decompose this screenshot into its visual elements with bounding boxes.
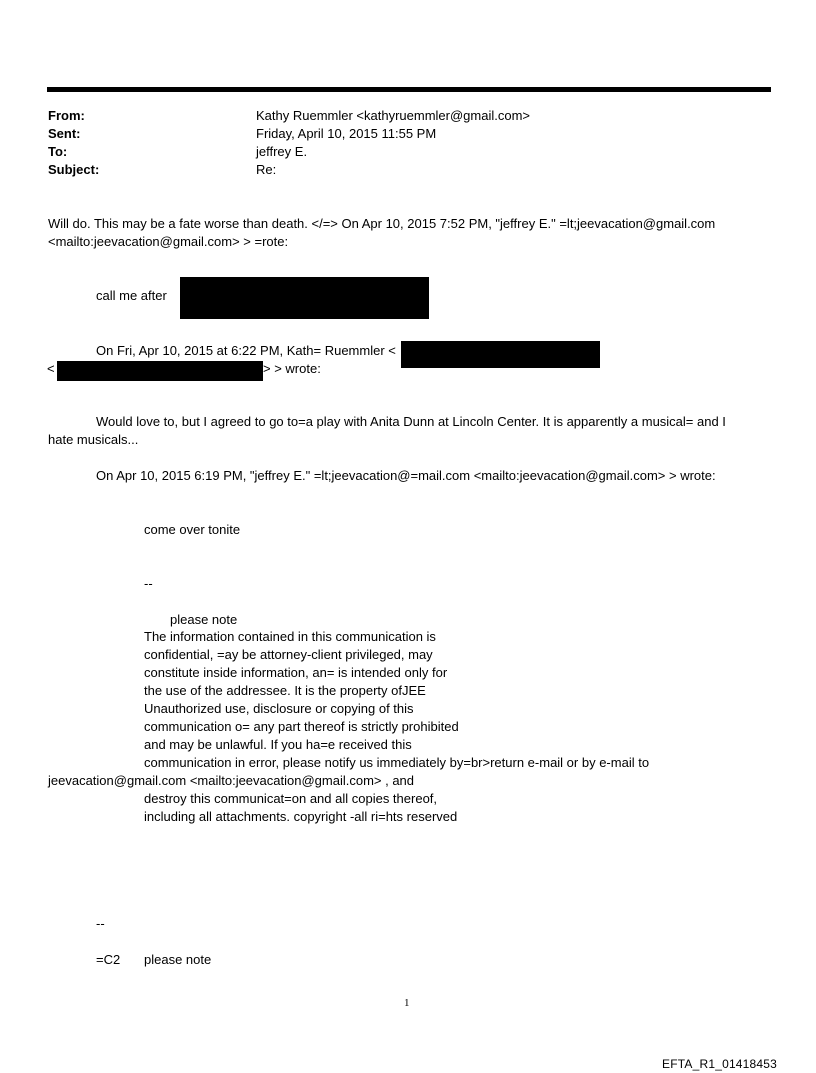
disclaimer-line: Unauthorized use, disclosure or copying of this [144, 701, 414, 716]
subject-label: Subject: [48, 162, 100, 177]
on-apr-619-line: On Apr 10, 2015 6:19 PM, "jeffrey E." =lt;jeevacation@=mail.com <mailto:jeevacation@gmail.com> > wrote: [96, 468, 716, 483]
body-line-2: <mailto:jeevacation@gmail.com> > =rote: [48, 234, 289, 249]
from-label: From: [48, 108, 85, 123]
please-note-2: please note [144, 952, 212, 967]
signature-dash-2: -- [96, 916, 105, 931]
sent-label: Sent: [48, 126, 81, 141]
redaction-box [57, 361, 263, 381]
to-label: To: [48, 144, 68, 159]
disclaimer-outdent-line: jeevacation@gmail.com <mailto:jeevacation@gmail.com> , and [48, 773, 415, 788]
sent-value: Friday, April 10, 2015 11:55 PM [256, 126, 437, 141]
body-line-1: Will do. This may be a fate worse than death. </=> On Apr 10, 2015 7:52 PM, "jeffrey E." =lt;jeevacation@gmail.com [48, 216, 716, 231]
disclaimer-line: destroy this communicat=on and all copies thereof, [144, 791, 438, 806]
come-over-text: come over tonite [144, 522, 241, 537]
lt-bracket: < [47, 361, 55, 376]
disclaimer-line: including all attachments. copyright -all ri=hts reserved [144, 809, 458, 824]
header-divider-rule [47, 87, 771, 92]
disclaimer-line: constitute inside information, an= is intended only for [144, 665, 448, 680]
would-love-line-1: Would love to, but I agreed to go to=a play with Anita Dunn at Lincoln Center. It is apparently a musical= and I [96, 414, 726, 429]
call-me-text: call me after [96, 288, 167, 303]
signature-dash: -- [144, 576, 153, 591]
please-note: please note [170, 612, 238, 627]
disclaimer-line: The information contained in this communication is [144, 629, 436, 644]
redaction-box [180, 277, 429, 319]
page-number: 1 [404, 997, 410, 1009]
subject-value: Re: [256, 162, 277, 177]
disclaimer-line: communication o= any part thereof is strictly prohibited [144, 719, 459, 734]
disclaimer-line: communication in error, please notify us immediately by=br>return e-mail or by e-mail to [144, 755, 650, 770]
would-love-line-2: hate musicals... [48, 432, 139, 447]
redaction-box [401, 341, 600, 368]
on-fri-line: On Fri, Apr 10, 2015 at 6:22 PM, Kath= Ruemmler < [96, 343, 396, 358]
disclaimer-line: confidential, =ay be attorney-client privileged, may [144, 647, 433, 662]
wrote-tail: > > wrote: [263, 361, 321, 376]
document-id: EFTA_R1_01418453 [662, 1057, 778, 1071]
to-value: jeffrey E. [256, 144, 308, 159]
c2-marker: =C2 [96, 952, 121, 967]
from-value: Kathy Ruemmler <kathyruemmler@gmail.com> [256, 108, 531, 123]
disclaimer-line: the use of the addressee. It is the property ofJEE [144, 683, 426, 698]
disclaimer-line: and may be unlawful. If you ha=e received this [144, 737, 412, 752]
